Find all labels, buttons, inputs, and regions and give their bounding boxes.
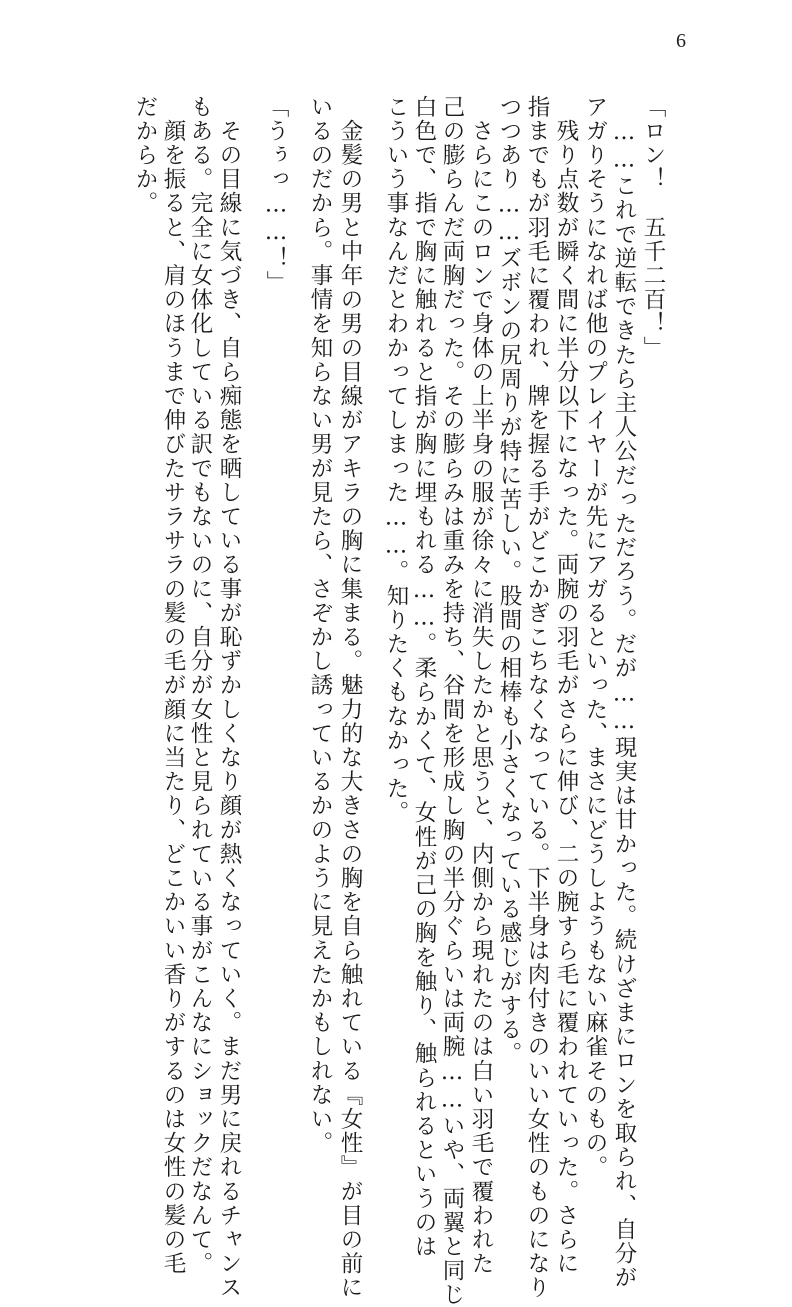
text-line: 指までもが羽毛に覆われ、牌を握る手がどこかぎこちなくなっている。下半身は肉付きのいい女性のものになり: [524, 95, 550, 1300]
text-line: 「うぅっ……！」: [263, 95, 289, 295]
text-line: 金髪の男と中年の男の目線がアキラの胸に集まる。魅力的な大きさの胸を自ら触れている『女性』が目の前に: [337, 95, 363, 1300]
text-line: こういう事なんだとわかってしまった……。知りたくもなかった。: [383, 95, 409, 825]
text-line: 己の膨らんだ両胸だった。その膨らみは重みを持ち、谷間を形成し胸の半分ぐらいは両腕……いや、両翼と同じ: [439, 95, 465, 1307]
text-line: 顔を振ると、肩のほうまで伸びたサラサラの髪の毛が顔に当たり、どこかいい香りがするのは女性の髪の毛: [160, 95, 186, 1276]
text-line: さらにこのロンで身体の上半身の服が徐々に消失したかと思うと、内側から現れたのは白い羽毛で覆われた: [468, 95, 494, 1276]
text-line: 白色で、指で胸に触れると指が胸に埋もれる……。柔らかくて、女性が己の胸を触り、触られるというのは: [411, 95, 437, 1259]
text-line: アガりそうになれば他のプレイヤーが先にアガるといった、まさにどうしようもない麻雀そのもの。: [582, 95, 608, 1180]
text-line: だからか。: [132, 95, 158, 216]
text-line: もある。完全に女体化している訳でもないのに、自分が女性と見られている事がこんなにショックだなんて。: [187, 95, 213, 1276]
text-line: ……これで逆転できたら主人公だっただろう。だが……現実は甘かった。続けざまにロンを取られ、自分が: [611, 95, 637, 1290]
text-line: つつあり……ズボンの尻周りが特に苦しい。股間の相棒も小さくなっている感じがする。: [496, 95, 522, 1066]
page-number: 6: [676, 30, 686, 52]
text-line: 「ロン！ 五千二百！」: [640, 95, 666, 361]
text-line: 残り点数が瞬く間に半分以下になった。両腕の羽毛がさらに伸び、二の腕すら毛に覆われていった。さらに: [553, 95, 579, 1276]
text-line: いるのだから。事情を知らない男が見たら、さぞかし誘っているかのように見えたかもしれない。: [307, 95, 333, 1156]
text-line: その目線に気づき、自ら痴態を晒している事が恥ずかしくなり顔が熱くなっていく。まだ男に戻れるチャンス: [216, 95, 242, 1300]
